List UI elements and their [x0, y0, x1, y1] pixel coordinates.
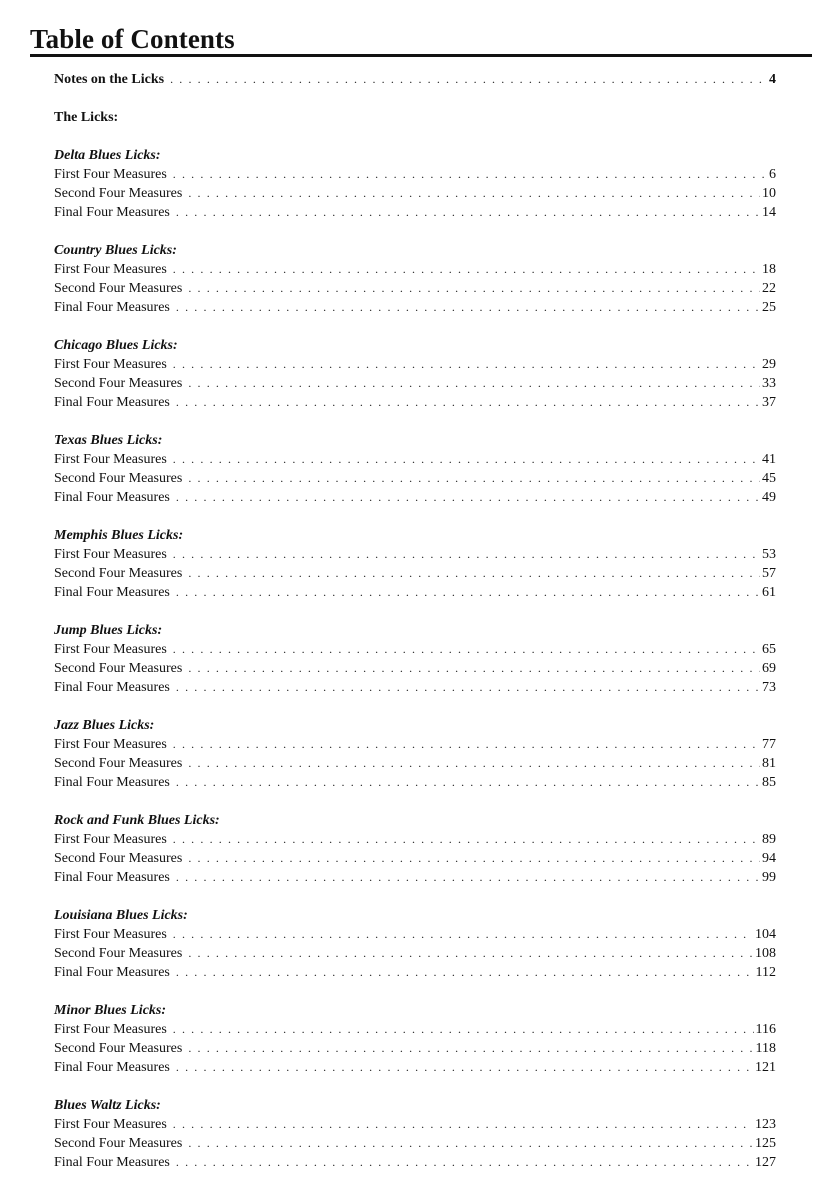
dot-leader — [176, 773, 760, 792]
dot-leader — [173, 1115, 753, 1134]
toc-entry[interactable] — [54, 469, 776, 488]
toc-category — [54, 716, 776, 792]
toc-category — [54, 906, 776, 982]
toc-entry-label: Second Four Measures — [54, 471, 183, 486]
toc-entry[interactable] — [54, 659, 776, 678]
toc-entry-label: First Four Measures — [54, 642, 167, 657]
toc-entry[interactable] — [54, 1039, 776, 1058]
dot-leader — [173, 450, 760, 469]
toc-entry-label: Second Four Measures — [54, 851, 183, 866]
toc-entry-page: 37 — [762, 395, 776, 410]
category-heading: Delta Blues Licks: — [54, 148, 161, 163]
toc-entry[interactable] — [54, 773, 776, 792]
category-heading: Minor Blues Licks: — [54, 1003, 167, 1018]
toc-entry[interactable] — [54, 355, 776, 374]
toc-entry-label: Final Four Measures — [54, 395, 170, 410]
toc-entry[interactable] — [54, 830, 776, 849]
toc-entry[interactable] — [54, 184, 776, 203]
dot-leader — [173, 545, 760, 564]
category-heading: Jump Blues Licks: — [54, 623, 163, 638]
toc-entry[interactable] — [54, 678, 776, 697]
dot-leader — [188, 469, 760, 488]
toc-entry-label: Final Four Measures — [54, 205, 170, 220]
toc-entry-page: 85 — [762, 775, 776, 790]
toc-entry-label: First Four Measures — [54, 832, 167, 847]
dot-leader — [188, 944, 753, 963]
toc-entry-page: 69 — [762, 661, 776, 676]
toc-entry-label: Second Four Measures — [54, 281, 183, 296]
dot-leader — [176, 1058, 753, 1077]
dot-leader — [188, 564, 760, 583]
toc-entry-label: Second Four Measures — [54, 186, 183, 201]
toc-entry-label: Second Four Measures — [54, 946, 183, 961]
dot-leader — [188, 659, 760, 678]
toc-entry-page: 123 — [755, 1117, 776, 1132]
toc-entry[interactable] — [54, 165, 776, 184]
toc-entry[interactable] — [54, 640, 776, 659]
toc-entry-label: Final Four Measures — [54, 965, 170, 980]
dot-leader — [170, 70, 767, 89]
toc-entry[interactable] — [54, 963, 776, 982]
toc-entry-label: Final Four Measures — [54, 1060, 170, 1075]
toc-entry-page: 53 — [762, 547, 776, 562]
toc-entry-label: Final Four Measures — [54, 1155, 170, 1170]
toc-entry-page: 4 — [769, 72, 776, 87]
category-heading: Louisiana Blues Licks: — [54, 908, 188, 923]
toc-entry-page: 45 — [762, 471, 776, 486]
dot-leader — [173, 830, 760, 849]
toc-entry-label: Second Four Measures — [54, 661, 183, 676]
toc-entry-label: Second Four Measures — [54, 1041, 183, 1056]
toc-entry-page: 25 — [762, 300, 776, 315]
toc-entry-label: First Four Measures — [54, 1022, 167, 1037]
toc-entry-label: First Four Measures — [54, 1117, 167, 1132]
category-heading: Jazz Blues Licks: — [54, 718, 155, 733]
toc-entry-page: 99 — [762, 870, 776, 885]
toc-entry-label: First Four Measures — [54, 452, 167, 467]
toc-category — [54, 526, 776, 602]
toc-entry-page: 61 — [762, 585, 776, 600]
toc-category — [54, 1001, 776, 1077]
toc-entry[interactable] — [54, 203, 776, 222]
toc-entry[interactable] — [54, 868, 776, 887]
toc-entry[interactable] — [54, 545, 776, 564]
toc-entry-label: First Four Measures — [54, 737, 167, 752]
toc-entry-page: 73 — [762, 680, 776, 695]
toc-entry-label: Second Four Measures — [54, 376, 183, 391]
toc-entry-label: Final Four Measures — [54, 680, 170, 695]
toc-entry[interactable] — [54, 279, 776, 298]
toc-entry-page: 65 — [762, 642, 776, 657]
dot-leader — [173, 735, 760, 754]
category-heading: Memphis Blues Licks: — [54, 528, 184, 543]
toc-category — [54, 146, 776, 222]
toc-entry[interactable] — [54, 754, 776, 773]
dot-leader — [176, 488, 760, 507]
toc-entry-label: First Four Measures — [54, 262, 167, 277]
toc-entry[interactable] — [54, 488, 776, 507]
toc-entry-page: 89 — [762, 832, 776, 847]
toc-entry[interactable] — [54, 735, 776, 754]
toc-entry-page: 118 — [755, 1041, 776, 1056]
toc-entry[interactable] — [54, 393, 776, 412]
toc-entry-label: Notes on the Licks — [54, 72, 165, 87]
toc-entry-label: Final Four Measures — [54, 585, 170, 600]
toc-entry-label: First Four Measures — [54, 547, 167, 562]
category-list — [54, 146, 776, 1172]
dot-leader — [176, 393, 760, 412]
dot-leader — [188, 1039, 753, 1058]
dot-leader — [188, 374, 760, 393]
toc-entry-notes[interactable] — [54, 70, 776, 89]
toc-entry-page: 116 — [755, 1022, 776, 1037]
dot-leader — [188, 754, 760, 773]
toc-category — [54, 1096, 776, 1172]
category-heading: Country Blues Licks: — [54, 243, 177, 258]
toc-entry-page: 108 — [755, 946, 776, 961]
dot-leader — [173, 640, 760, 659]
dot-leader — [173, 925, 753, 944]
dot-leader — [188, 184, 760, 203]
licks-heading: The Licks: — [54, 110, 119, 125]
toc-entry-page: 81 — [762, 756, 776, 771]
toc-entry[interactable] — [54, 1153, 776, 1172]
toc-entry-page: 94 — [762, 851, 776, 866]
toc-entry-label: First Four Measures — [54, 357, 167, 372]
toc-entry-page: 22 — [762, 281, 776, 296]
title-rule — [30, 54, 812, 57]
toc-entry[interactable] — [54, 1115, 776, 1134]
toc-entry[interactable] — [54, 298, 776, 317]
category-heading: Texas Blues Licks: — [54, 433, 163, 448]
toc-entry-label: Final Four Measures — [54, 300, 170, 315]
toc-entry-page: 104 — [755, 927, 776, 942]
toc-category — [54, 241, 776, 317]
dot-leader — [176, 963, 754, 982]
toc-category — [54, 336, 776, 412]
toc-entry-page: 127 — [755, 1155, 776, 1170]
toc-entry-page: 41 — [762, 452, 776, 467]
toc-entry[interactable] — [54, 944, 776, 963]
dot-leader — [176, 203, 760, 222]
toc-entry-page: 121 — [755, 1060, 776, 1075]
toc-entry-page: 125 — [755, 1136, 776, 1151]
dot-leader — [173, 260, 760, 279]
toc-category — [54, 621, 776, 697]
toc-entry-page: 33 — [762, 376, 776, 391]
toc-entry[interactable] — [54, 849, 776, 868]
dot-leader — [188, 849, 760, 868]
dot-leader — [176, 1153, 753, 1172]
toc-entry[interactable] — [54, 1058, 776, 1077]
dot-leader — [176, 583, 760, 602]
toc-entry[interactable] — [54, 925, 776, 944]
toc-entry-page: 57 — [762, 566, 776, 581]
toc-entry-page: 77 — [762, 737, 776, 752]
toc-category — [54, 431, 776, 507]
dot-leader — [188, 1134, 753, 1153]
toc-entry[interactable] — [54, 260, 776, 279]
toc-entry-page: 6 — [769, 167, 776, 182]
toc-entry-label: Final Four Measures — [54, 870, 170, 885]
dot-leader — [173, 1020, 754, 1039]
page-title: Table of Contents — [30, 24, 235, 54]
toc-entry-label: Second Four Measures — [54, 1136, 183, 1151]
toc-entry-page: 10 — [762, 186, 776, 201]
category-heading: Blues Waltz Licks: — [54, 1098, 161, 1113]
category-heading: Chicago Blues Licks: — [54, 338, 178, 353]
toc-entry-page: 14 — [762, 205, 776, 220]
toc-entry-label: Final Four Measures — [54, 490, 170, 505]
toc-entry-label: Second Four Measures — [54, 566, 183, 581]
dot-leader — [173, 355, 760, 374]
dot-leader — [188, 279, 760, 298]
dot-leader — [176, 298, 760, 317]
dot-leader — [176, 868, 760, 887]
table-of-contents — [54, 70, 776, 1172]
toc-entry[interactable] — [54, 564, 776, 583]
dot-leader — [176, 678, 760, 697]
toc-entry-page: 29 — [762, 357, 776, 372]
toc-entry-page: 112 — [755, 965, 776, 980]
toc-entry-label: Final Four Measures — [54, 775, 170, 790]
toc-entry[interactable] — [54, 583, 776, 602]
toc-entry-label: First Four Measures — [54, 927, 167, 942]
toc-entry-page: 49 — [762, 490, 776, 505]
toc-entry-page: 18 — [762, 262, 776, 277]
toc-entry-label: First Four Measures — [54, 167, 167, 182]
toc-entry[interactable] — [54, 450, 776, 469]
toc-category — [54, 811, 776, 887]
category-heading: Rock and Funk Blues Licks: — [54, 813, 220, 828]
toc-entry-label: Second Four Measures — [54, 756, 183, 771]
dot-leader — [173, 165, 767, 184]
toc-entry[interactable] — [54, 1020, 776, 1039]
toc-entry[interactable] — [54, 1134, 776, 1153]
toc-entry[interactable] — [54, 374, 776, 393]
